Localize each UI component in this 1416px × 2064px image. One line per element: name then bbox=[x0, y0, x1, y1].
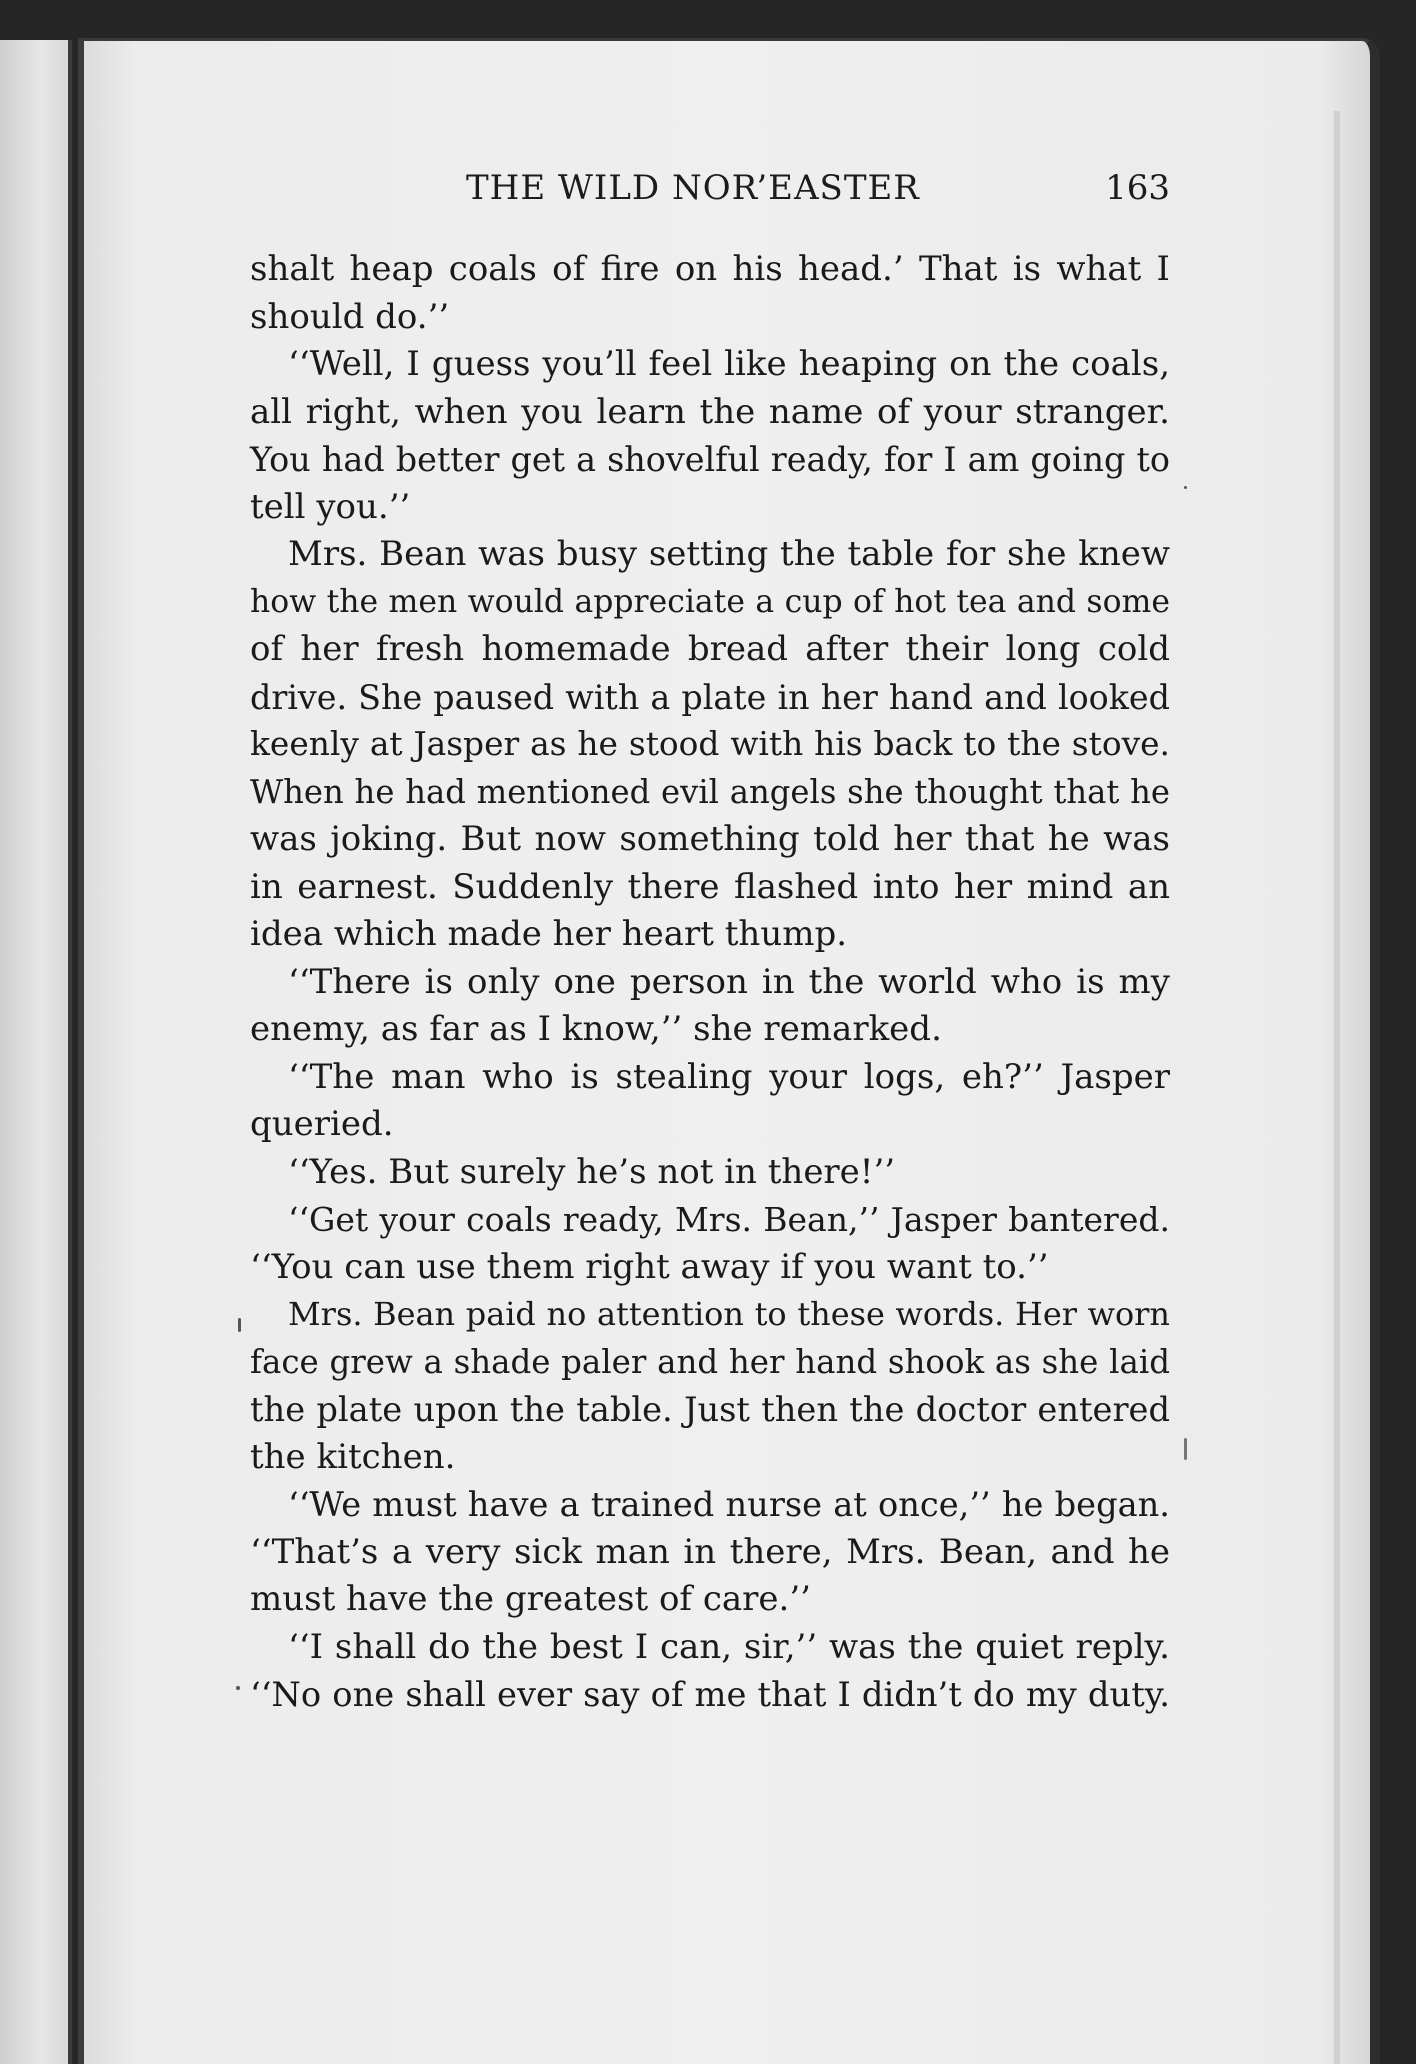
previous-page-edge bbox=[0, 40, 72, 2064]
text-line: ‘‘The man who is stealing your logs, eh?’’ Jasper bbox=[288, 1056, 1170, 1097]
text-line: ‘‘No one shall ever say of me that I didn’t do my duty. bbox=[250, 1675, 1170, 1714]
scan-speck bbox=[236, 1686, 240, 1690]
scan-speck bbox=[1184, 486, 1187, 489]
text-line: ‘‘Well, I guess you’ll feel like heaping on the coals, bbox=[288, 344, 1170, 384]
running-head bbox=[250, 168, 1170, 218]
text-line: ‘‘You can use them right away if you want to.’’ bbox=[250, 1246, 1049, 1287]
text-line: all right, when you learn the name of your stranger. bbox=[250, 391, 1170, 432]
running-title: THE WILD NOR’EASTER bbox=[466, 168, 920, 208]
text-line: tell you.’’ bbox=[250, 486, 411, 527]
text-line: queried. bbox=[250, 1104, 394, 1144]
scan-speck bbox=[238, 1318, 241, 1332]
body-text bbox=[250, 246, 1170, 1719]
text-line: ‘‘Yes. But surely he’s not in there!’’ bbox=[288, 1151, 896, 1192]
text-line: ‘‘I shall do the best I can, sir,’’ was the quiet reply. bbox=[288, 1626, 1170, 1667]
text-line: face grew a shade paler and her hand shook as she laid bbox=[250, 1342, 1170, 1381]
text-line: the plate upon the table. Just then the doctor entered bbox=[250, 1390, 1170, 1429]
text-line: was joking. But now something told her that he was bbox=[250, 819, 1170, 859]
page-number: 163 bbox=[1105, 168, 1170, 208]
text-line: how the men would appreciate a cup of hot tea and some bbox=[250, 583, 1170, 620]
text-line: enemy, as far as I know,’’ she remarked. bbox=[250, 1009, 942, 1049]
text-line: idea which made her heart thump. bbox=[250, 914, 848, 954]
text-line: the kitchen. bbox=[250, 1436, 456, 1477]
text-line: should do.’’ bbox=[250, 296, 450, 337]
text-line: of her fresh homemade bread after their long cold bbox=[250, 629, 1170, 669]
text-line: drive. She paused with a plate in her hand and looked bbox=[250, 677, 1170, 717]
text-line: ‘‘Get your coals ready, Mrs. Bean,’’ Jasper bantered. bbox=[288, 1200, 1170, 1239]
text-line: ‘‘There is only one person in the world who is my bbox=[288, 961, 1170, 1002]
text-line: must have the greatest of care.’’ bbox=[250, 1579, 811, 1619]
text-line: ‘‘That’s a very sick man in there, Mrs. Bean, and he bbox=[250, 1531, 1170, 1572]
text-line: When he had mentioned evil angels she thought that he bbox=[250, 772, 1170, 811]
text-line: ‘‘We must have a trained nurse at once,’’ he began. bbox=[288, 1485, 1170, 1524]
text-line: Mrs. Bean paid no attention to these words. Her worn bbox=[288, 1295, 1170, 1333]
text-line: keenly at Jasper as he stood with his back to the stove. bbox=[250, 725, 1170, 763]
text-line: You had better get a shovelful ready, for I am going to bbox=[250, 440, 1170, 479]
text-line: Mrs. Bean was busy setting the table for she knew bbox=[288, 534, 1170, 574]
text-line: in earnest. Suddenly there flashed into her mind an bbox=[250, 866, 1170, 907]
text-line: shalt heap coals of fire on his head.’ That is what I bbox=[250, 249, 1170, 289]
scan-speck bbox=[1184, 1438, 1187, 1460]
page-edge-shadow bbox=[1334, 111, 1340, 2064]
